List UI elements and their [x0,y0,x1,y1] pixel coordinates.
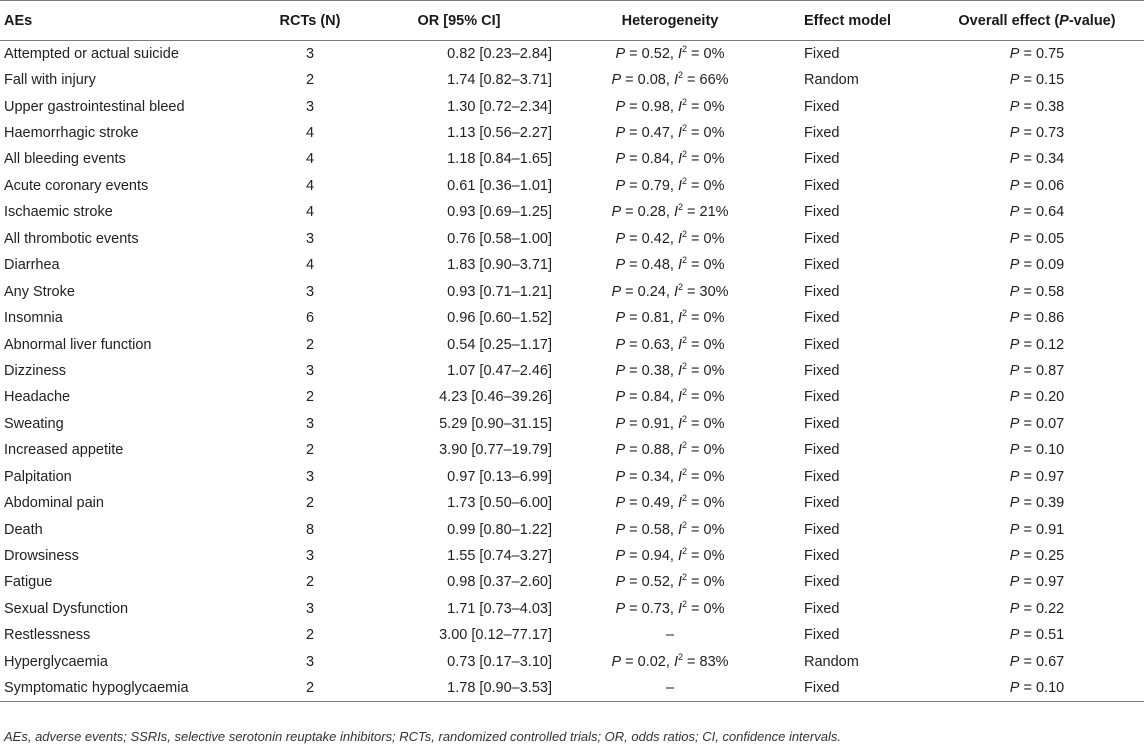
cell-effect-model: Fixed [804,151,840,168]
cell-rct-count: 4 [305,151,315,168]
header-rcts: RCTs (N) [260,1,360,41]
cell-overall-p: P = 0.05 [1009,230,1065,247]
cell-adverse-event: Sweating [4,415,64,432]
cell-effect-model: Fixed [804,204,840,221]
cell-adverse-event: Symptomatic hypoglycaemia [0,675,260,701]
cell-heterogeneity: P = 0.52, $I^2 = 0\%$ [615,44,725,62]
cell-adverse-event: All thrombotic events [4,230,139,247]
cell-odds-ratio: 3.00 [0.12–77.17] [439,627,552,644]
cell-adverse-event: Attempted or actual suicide [4,45,179,62]
cell-adverse-event: Haemorrhagic stroke [4,125,139,142]
cell-adverse-event: Fall with injury [4,72,96,89]
cell-odds-ratio: 4.23 [0.46–39.26] [439,389,552,406]
cell-effect-model: Fixed [804,600,840,617]
cell-overall-p: P = 0.07 [1009,415,1065,432]
cell-overall-p: P = 0.64 [1009,204,1065,221]
table-row [0,437,1144,463]
cell-heterogeneity: P = 0.63, $I^2 = 0\%$ [615,334,725,353]
header-or: OR [95% CI] [360,1,560,41]
cell-adverse-event: Any Stroke [4,283,75,300]
cell-heterogeneity: P = 0.94, $I^2 = 0\%$ [615,546,725,565]
cell-adverse-event: Abdominal pain [4,495,104,512]
cell-odds-ratio: 0.96 [0.60–1.52] [447,310,552,327]
cell-effect-model: Fixed [804,45,840,62]
cell-odds-ratio: 1.83 [0.90–3.71] [447,257,552,274]
cell-heterogeneity: P = 0.24, $I^2 = 30\%$ [611,281,729,300]
cell-rct-count: 4 [305,125,315,142]
cell-effect-model: Fixed [804,230,840,247]
table-footnote: AEs, adverse events; SSRIs, selective serotonin reuptake inhibitors; RCTs, randomized controlled trials; OR, odds ratios; CI, confidence intervals. [4,729,841,744]
cell-heterogeneity: P = 0.08, $I^2 = 66\%$ [611,70,729,89]
cell-heterogeneity: P = 0.02, $I^2 = 83\%$ [611,651,729,670]
cell-rct-count: 2 [305,336,315,353]
table-row [0,226,1144,252]
cell-heterogeneity: P = 0.88, $I^2 = 0\%$ [615,440,725,459]
cell-rct-count: 3 [305,653,315,670]
cell-heterogeneity: P = 0.84, $I^2 = 0\%$ [615,149,725,168]
cell-overall-p: P = 0.10 [1009,442,1065,459]
cell-overall-p: P = 0.91 [1009,521,1065,538]
cell-rct-count: 3 [305,230,315,247]
cell-odds-ratio: 1.13 [0.56–2.27] [447,125,552,142]
cell-odds-ratio: 0.93 [0.69–1.25] [447,204,552,221]
table-row [0,675,1144,701]
table-row [0,41,1144,67]
cell-overall-p: P = 0.58 [1009,283,1065,300]
cell-effect-model: Fixed [804,125,840,142]
cell-rct-count: 3 [305,600,315,617]
cell-adverse-event: Acute coronary events [4,177,149,194]
cell-rct-count: 2 [305,627,315,644]
cell-overall-p: P = 0.73 [1009,125,1065,142]
cell-adverse-event: Dizziness [4,362,67,379]
cell-odds-ratio: 1.18 [0.84–1.65] [447,151,552,168]
table-row [0,305,1144,331]
table-row [0,384,1144,410]
cell-overall-p: P = 0.09 [1009,257,1065,274]
cell-rct-count: 3 [305,45,315,62]
table-body [0,41,1144,702]
cell-rct-count: 8 [305,521,315,538]
cell-heterogeneity: P = 0.49, $I^2 = 0\%$ [615,493,725,512]
cell-rct-count: 3 [305,362,315,379]
cell-effect-model: Fixed [804,442,840,459]
cell-odds-ratio: 0.73 [0.17–3.10] [447,653,552,670]
cell-effect-model: Fixed [804,257,840,274]
cell-adverse-event: Headache [4,389,71,406]
cell-adverse-event: Sexual Dysfunction [4,600,129,617]
cell-heterogeneity: P = 0.81, $I^2 = 0\%$ [615,308,725,327]
cell-heterogeneity: P = 0.98, $I^2 = 0\%$ [615,96,725,115]
cell-odds-ratio: 0.93 [0.71–1.21] [447,283,552,300]
cell-effect-model: Random [804,653,859,670]
cell-heterogeneity: P = 0.28, $I^2 = 21\%$ [611,202,729,221]
cell-heterogeneity: P = 0.38, $I^2 = 0\%$ [615,361,725,379]
cell-overall-p: P = 0.39 [1009,495,1065,512]
cell-heterogeneity: P = 0.91, $I^2 = 0\%$ [615,414,725,432]
cell-heterogeneity: P = 0.34, $I^2 = 0\%$ [615,466,725,485]
table-row [0,331,1144,357]
cell-odds-ratio: 1.30 [0.72–2.34] [447,98,552,115]
cell-rct-count: 2 [305,72,315,89]
cell-effect-model: Fixed [804,495,840,512]
cell-odds-ratio: 0.76 [0.58–1.00] [447,230,552,247]
cell-overall-p: P = 0.10 [930,675,1144,701]
cell-heterogeneity: P = 0.84, $I^2 = 0\%$ [615,387,725,406]
cell-rct-count: 4 [305,177,315,194]
cell-overall-p: P = 0.38 [1009,98,1065,115]
table-row [0,252,1144,278]
cell-adverse-event: Fatigue [4,574,53,591]
cell-effect-model: Fixed [804,548,840,565]
cell-adverse-event: Drowsiness [4,548,79,565]
cell-heterogeneity: – [560,675,780,701]
cell-adverse-event: Diarrhea [4,257,60,274]
cell-adverse-event: Death [4,521,43,538]
table-row [0,490,1144,516]
cell-rct-count: 4 [305,204,315,221]
table-row [0,67,1144,93]
cell-rct-count: 3 [305,468,315,485]
cell-rct-count: 2 [305,389,315,406]
cell-odds-ratio: 1.74 [0.82–3.71] [447,72,552,89]
cell-odds-ratio: 1.78 [0.90–3.53] [360,675,560,701]
header-heterogeneity: Heterogeneity [560,1,780,41]
cell-heterogeneity: P = 0.58, $I^2 = 0\%$ [615,519,725,538]
table-row [0,569,1144,595]
cell-heterogeneity: P = 0.79, $I^2 = 0\%$ [615,176,725,194]
cell-adverse-event: Palpitation [4,468,72,485]
cell-effect-model: Fixed [804,177,840,194]
cell-effect-model: Fixed [804,521,840,538]
cell-overall-p: P = 0.22 [1009,600,1065,617]
cell-odds-ratio: 1.73 [0.50–6.00] [447,495,552,512]
cell-adverse-event: Abnormal liver function [4,336,152,353]
cell-odds-ratio: 1.55 [0.74–3.27] [447,548,552,565]
cell-adverse-event: Insomnia [4,310,63,327]
cell-rct-count: 2 [305,442,315,459]
cell-odds-ratio: 0.54 [0.25–1.17] [447,336,552,353]
table-row [0,516,1144,542]
cell-odds-ratio: 3.90 [0.77–19.79] [439,442,552,459]
cell-overall-p: P = 0.97 [1009,574,1065,591]
cell-adverse-event: Increased appetite [4,442,124,459]
header-aes: AEs [0,1,260,41]
table-row [0,173,1144,199]
cell-overall-p: P = 0.75 [1009,45,1065,62]
cell-overall-p: P = 0.20 [1009,389,1065,406]
cell-odds-ratio: 0.82 [0.23–2.84] [447,45,552,62]
cell-overall-p: P = 0.87 [1009,362,1065,379]
cell-adverse-event: Upper gastrointestinal bleed [4,98,185,115]
cell-effect-model: Fixed [804,415,840,432]
table-row [0,278,1144,304]
cell-rct-count: 3 [305,283,315,300]
cell-odds-ratio: 1.07 [0.47–2.46] [447,362,552,379]
cell-effect-model: Fixed [804,283,840,300]
cell-overall-p: P = 0.34 [1009,151,1065,168]
cell-effect-model: Fixed [804,468,840,485]
table-row [0,543,1144,569]
table-row [0,596,1144,622]
cell-overall-p: P = 0.25 [1009,548,1065,565]
cell-effect-model: Fixed [780,675,930,701]
cell-effect-model: Random [804,72,859,89]
cell-overall-p: P = 0.67 [1009,653,1065,670]
cell-heterogeneity: – [665,627,675,644]
table-row [0,199,1144,225]
cell-adverse-event: All bleeding events [4,151,126,168]
cell-overall-p: P = 0.12 [1009,336,1065,353]
cell-rct-count: 2 [305,495,315,512]
cell-odds-ratio: 0.97 [0.13–6.99] [447,468,552,485]
cell-effect-model: Fixed [804,362,840,379]
cell-effect-model: Fixed [804,574,840,591]
table-row [0,411,1144,437]
cell-rct-count: 4 [305,257,315,274]
cell-effect-model: Fixed [804,310,840,327]
cell-rct-count: 2 [305,574,315,591]
table-row [0,146,1144,172]
cell-rct-count: 3 [305,548,315,565]
cell-heterogeneity: P = 0.52, $I^2 = 0\%$ [615,572,725,591]
cell-overall-p: P = 0.15 [1009,72,1065,89]
cell-effect-model: Fixed [804,98,840,115]
header-row [0,1,1144,41]
cell-adverse-event: Ischaemic stroke [4,204,113,221]
cell-odds-ratio: 5.29 [0.90–31.15] [439,415,552,432]
cell-rct-count: 3 [305,98,315,115]
table-row [0,649,1144,675]
table-row [0,464,1144,490]
header-overall-effect: Overall effect (P-value) [930,1,1144,41]
cell-odds-ratio: 0.99 [0.80–1.22] [447,521,552,538]
cell-effect-model: Fixed [804,336,840,353]
cell-overall-p: P = 0.86 [1009,310,1065,327]
table-row [0,120,1144,146]
cell-odds-ratio: 0.98 [0.37–2.60] [447,574,552,591]
cell-rct-count: 2 [260,675,360,701]
table-row [0,622,1144,648]
cell-heterogeneity: P = 0.48, $I^2 = 0\%$ [615,255,725,274]
cell-odds-ratio: 0.61 [0.36–1.01] [447,177,552,194]
cell-rct-count: 6 [305,310,315,327]
table-row [0,93,1144,119]
header-effect-model: Effect model [780,1,930,41]
cell-heterogeneity: P = 0.47, $I^2 = 0\%$ [615,123,725,142]
cell-rct-count: 3 [305,415,315,432]
cell-effect-model: Fixed [804,389,840,406]
cell-adverse-event: Hyperglycaemia [4,653,108,670]
cell-overall-p: P = 0.97 [1009,468,1065,485]
cell-heterogeneity: P = 0.42, $I^2 = 0\%$ [615,228,725,247]
cell-adverse-event: Restlessness [4,627,91,644]
cell-heterogeneity: P = 0.73, $I^2 = 0\%$ [615,599,725,617]
cell-effect-model: Fixed [804,627,840,644]
cell-overall-p: P = 0.06 [1009,177,1065,194]
cell-overall-p: P = 0.51 [1009,627,1065,644]
cell-odds-ratio: 1.71 [0.73–4.03] [447,600,552,617]
table-row [0,358,1144,384]
